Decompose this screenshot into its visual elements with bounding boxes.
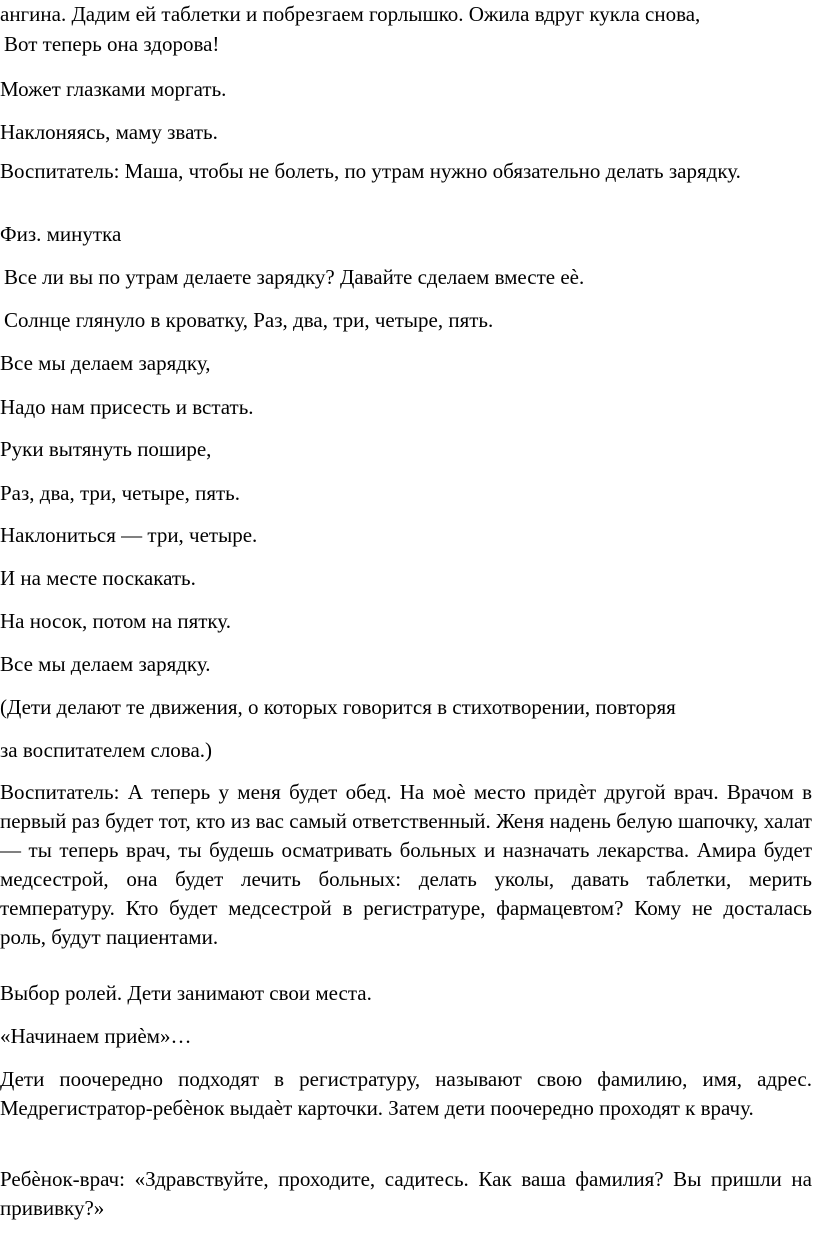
- paragraph-22: Дети поочередно подходят в регистратуру, называют свою фамилию, имя, адрес. Медрегистратор-ребѐнок выдаѐт карточки. Затем дети поочередно проходят к врачу.: [0, 1067, 812, 1120]
- paragraph-6: Физ. минутка: [0, 222, 122, 246]
- paragraph-12: Раз, два, три, четыре, пять.: [0, 481, 241, 505]
- paragraph-7: Все ли вы по утрам делаете зарядку? Давайте сделаем вместе еѐ.: [4, 265, 585, 289]
- paragraph-19: Воспитатель: А теперь у меня будет обед. На моѐ место придѐт другой врач. Врачом в первый раз будет тот, кто из вас самый ответственный. Женя надень белую шапочку, халат — ты теперь врач, ты будешь осматривать больных и назначать лекарства. Амира будет медсестрой, она будет лечить больных: делать уколы, давать таблетки, мерить температуру. Кто будет медсестрой в регистратуре, фармацевтом? Кому не досталась роль, будут пациентами.: [0, 780, 812, 949]
- paragraph-15: На носок, потом на пятку.: [0, 609, 231, 633]
- paragraph-13: Наклониться — три, четыре.: [0, 523, 258, 547]
- paragraph-5: Воспитатель: Маша, чтобы не болеть, по утрам нужно обязательно делать зарядку.: [0, 159, 741, 183]
- paragraph-18: за воспитателем слова.): [0, 738, 213, 762]
- paragraph-17: (Дети делают те движения, о которых говорится в стихотворении, повторяя: [0, 695, 676, 719]
- paragraph-10: Надо нам присесть и встать.: [0, 395, 254, 419]
- paragraph-20: Выбор ролей. Дети занимают свои места.: [0, 981, 372, 1005]
- paragraph-23: Ребѐнок-врач: «Здравствуйте, проходите, садитесь. Как ваша фамилия? Вы пришли на прививку?»: [0, 1167, 812, 1220]
- paragraph-16: Все мы делаем зарядку.: [0, 652, 211, 676]
- paragraph-3: Может глазками моргать.: [0, 77, 227, 101]
- paragraph-11: Руки вытянуть пошире,: [0, 437, 212, 461]
- paragraph-21: «Начинаем приѐм»…: [0, 1024, 192, 1048]
- paragraph-2: Вот теперь она здорова!: [4, 32, 220, 56]
- paragraph-1: ангина. Дадим ей таблетки и побрезгаем горлышко. Ожила вдруг кукла снова,: [0, 2, 701, 26]
- paragraph-9: Все мы делаем зарядку,: [0, 351, 211, 375]
- paragraph-4: Наклоняясь, маму звать.: [0, 120, 218, 144]
- paragraph-8: Солнце глянуло в кроватку, Раз, два, три, четыре, пять.: [4, 308, 494, 332]
- paragraph-14: И на месте поскакать.: [0, 566, 196, 590]
